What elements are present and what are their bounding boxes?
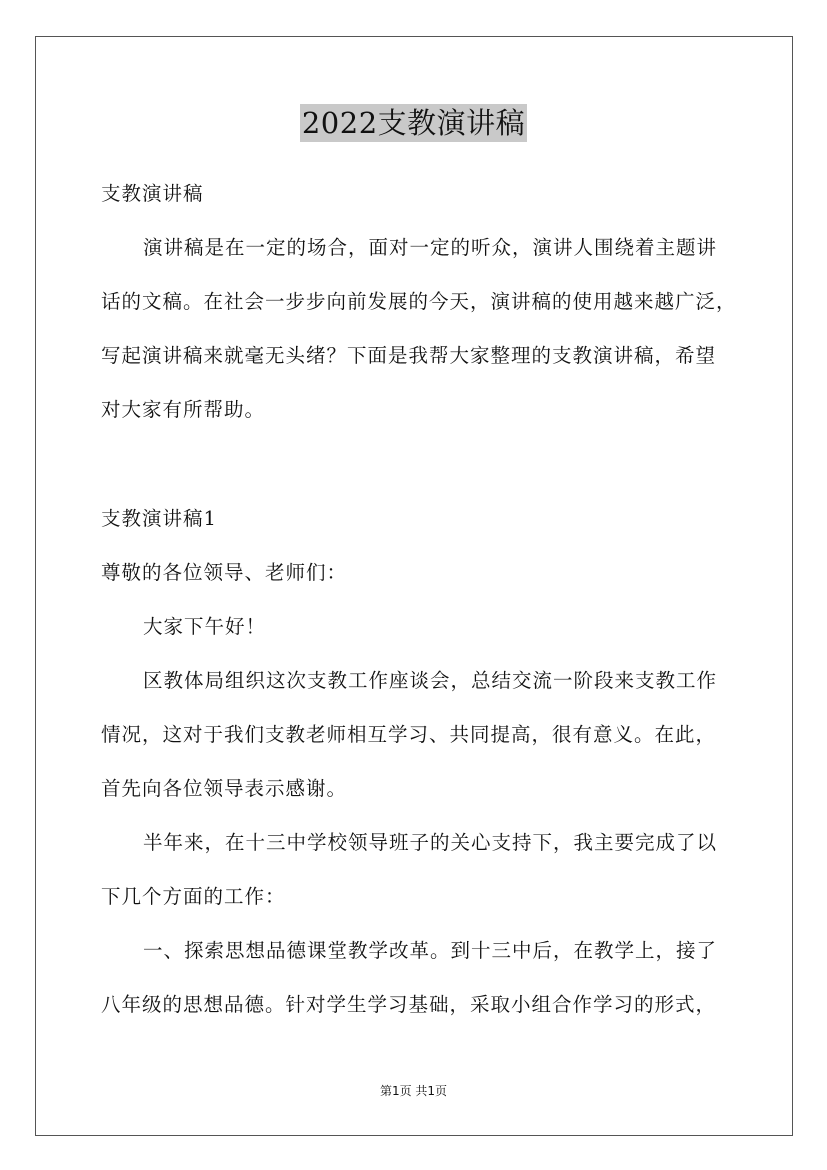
paragraph-line: 首先向各位领导表示感谢。 xyxy=(101,777,348,800)
paragraph-line: 演讲稿是在一定的场合，面对一定的听众，演讲人围绕着主题讲 xyxy=(143,236,718,259)
title-wrap xyxy=(0,104,827,142)
paragraph-line: 半年来，在十三中学校领导班子的关心支持下，我主要完成了以 xyxy=(143,831,718,854)
greeting: 大家下午好！ xyxy=(143,615,267,638)
section-heading: 支教演讲稿1 xyxy=(101,507,217,530)
paragraph-line: 八年级的思想品德。针对学生学习基础，采取小组合作学习的形式， xyxy=(101,993,717,1016)
paragraph-line: 情况，这对于我们支教老师相互学习、共同提高，很有意义。在此， xyxy=(101,723,717,746)
paragraph-line: 话的文稿。在社会一步步向前发展的今天，演讲稿的使用越来越广泛， xyxy=(101,290,737,313)
paragraph-line: 写起演讲稿来就毫无头绪？下面是我帮大家整理的支教演讲稿，希望 xyxy=(101,344,717,367)
page-footer: 第1页 共1页 xyxy=(379,1084,448,1098)
document-title: 2022支教演讲稿 xyxy=(301,106,526,140)
salutation: 尊敬的各位领导、老师们： xyxy=(101,561,348,584)
paragraph-line: 区教体局组织这次支教工作座谈会，总结交流一阶段来支教工作 xyxy=(143,669,718,692)
section-heading: 支教演讲稿 xyxy=(101,182,204,205)
paragraph-line: 对大家有所帮助。 xyxy=(101,398,266,421)
paragraph-line: 一、探索思想品德课堂教学改革。到十三中后，在教学上，接了 xyxy=(143,939,718,962)
paragraph-line: 下几个方面的工作： xyxy=(101,885,286,908)
